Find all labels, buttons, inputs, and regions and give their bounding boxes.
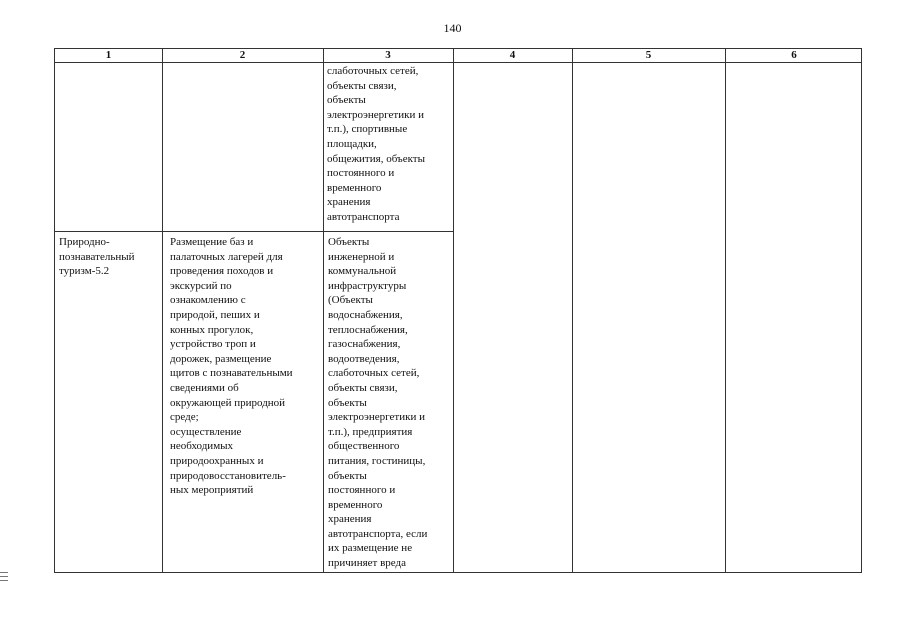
column-header-3: 3 xyxy=(385,49,391,61)
row2-col2-cell: Размещение баз и палаточных лагерей для проведения походов и экскурсий по ознакомлению с природой, пеших и конных прогулок, устройство троп и дорожек, размещение щитов с познавательными сведениями об окружающей природной среде; осуществление необходимых природоохранных и природовосстановитель- ных мероприятий xyxy=(170,236,293,497)
margin-mark xyxy=(0,572,8,586)
column-header-4: 4 xyxy=(509,49,516,61)
column-divider xyxy=(323,49,324,572)
column-divider xyxy=(453,49,454,572)
page-number: 140 xyxy=(443,21,462,35)
row-divider xyxy=(55,231,453,232)
row1-col3-cell: слаботочных сетей, объекты связи, объекты электроэнергетики и т.п.), спортивные площадки, общежития, объекты постоянного и временного хранения автотранспорта xyxy=(327,65,425,223)
column-divider xyxy=(162,49,163,572)
column-header-5: 5 xyxy=(645,49,652,61)
column-divider xyxy=(572,49,573,572)
row2-col3-cell: Объекты инженерной и коммунальной инфраструктуры (Объекты водоснабжения, теплоснабжения, газоснабжения, водоотведения, слаботочных сетей, объекты связи, объекты электроэнергетики и т.п.), предприятия общественного питания, гостиницы, объекты постоянного и временного хранения автотранспорта, если их размещение не причиняет вреда xyxy=(328,236,428,570)
column-header-6: 6 xyxy=(791,49,797,61)
header-row-divider xyxy=(55,62,861,63)
column-header-1: 1 xyxy=(105,49,112,61)
row2-col1-cell: Природно- познавательный туризм-5.2 xyxy=(59,236,135,278)
column-header-2: 2 xyxy=(239,49,246,61)
regulation-table xyxy=(54,48,862,573)
column-divider xyxy=(725,49,726,572)
